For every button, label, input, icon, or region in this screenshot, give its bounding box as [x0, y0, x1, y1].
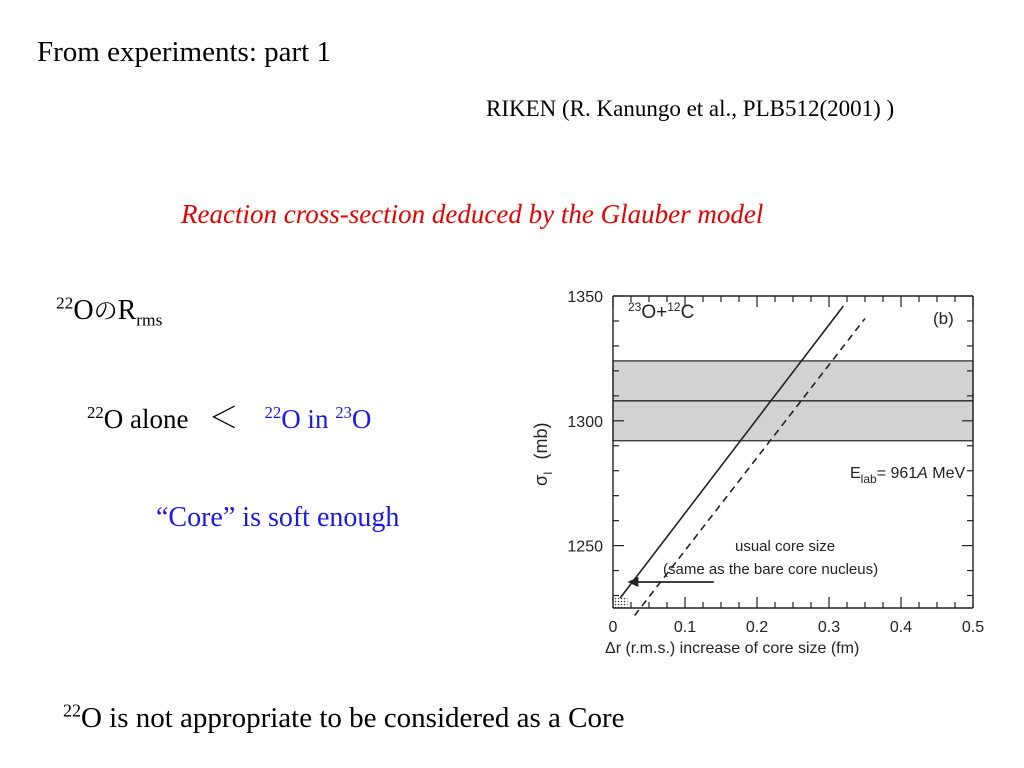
reaction-label: $^{23}$O+$^{12}$C [628, 300, 695, 323]
energy-label: $E_{lab}= 961A$ MeV [850, 465, 966, 486]
mass-number: 22 [56, 293, 74, 313]
conclusion [63, 702, 625, 735]
y-tick-label: 1350 [567, 289, 603, 306]
bare-core-label: (same as the bare core nucleus) [663, 561, 879, 578]
rms-subscript: rms [136, 310, 163, 330]
slide-title: From experiments: part 1 [37, 36, 331, 68]
x-tick-label: 0.4 [889, 619, 913, 636]
x-tick-label: 0 [608, 619, 618, 636]
x-tick-label: 0.1 [673, 619, 697, 636]
y-tick-label: 1250 [567, 538, 603, 556]
o22-in-o23 [264, 404, 371, 434]
y-tick-label: 1300 [567, 413, 603, 431]
conclusion-text: O is not appropriate to be considered as a Core [80, 702, 625, 734]
y-axis-label [531, 423, 555, 486]
radius-symbol: R [117, 295, 137, 326]
less-than-sign: ＜ [208, 401, 239, 436]
usual-core-region [613, 598, 627, 608]
x-tick-label: 0.3 [817, 619, 841, 636]
element-symbol: O [73, 295, 94, 326]
citation: RIKEN (R. Kanungo et al., PLB512(2001) ) [486, 96, 895, 121]
mass-number: 22 [63, 700, 81, 721]
o23-symbol: O [351, 404, 372, 434]
particle-no: の [93, 297, 118, 325]
mass-number-alone: 22 [87, 403, 104, 422]
usual-core-size-label: usual core size [735, 538, 836, 555]
cross-section-chart [500, 276, 1000, 666]
mass-number-o23: 23 [335, 403, 352, 422]
mass-number-core: 22 [264, 403, 282, 422]
core-soft-statement: “Core” is soft enough [156, 502, 400, 533]
x-axis-label: Δr (r.m.s.) increase of core size (fm) [605, 640, 860, 657]
radius-comparison [87, 393, 371, 437]
x-tick-label: 0.2 [745, 619, 769, 636]
slide-subtitle: Reaction cross-section deduced by the Glauber model [181, 199, 764, 229]
label-layer [567, 289, 984, 636]
o-in-text: O in [281, 404, 336, 434]
svg-text:σI(mb): $\sigma_I(mb)$ [531, 422, 555, 486]
o22-rms-radius-label [56, 291, 163, 330]
panel-label: (b) [933, 309, 954, 328]
x-tick-label: 0.5 [961, 619, 985, 636]
o22-alone-text: O alone [103, 404, 189, 434]
